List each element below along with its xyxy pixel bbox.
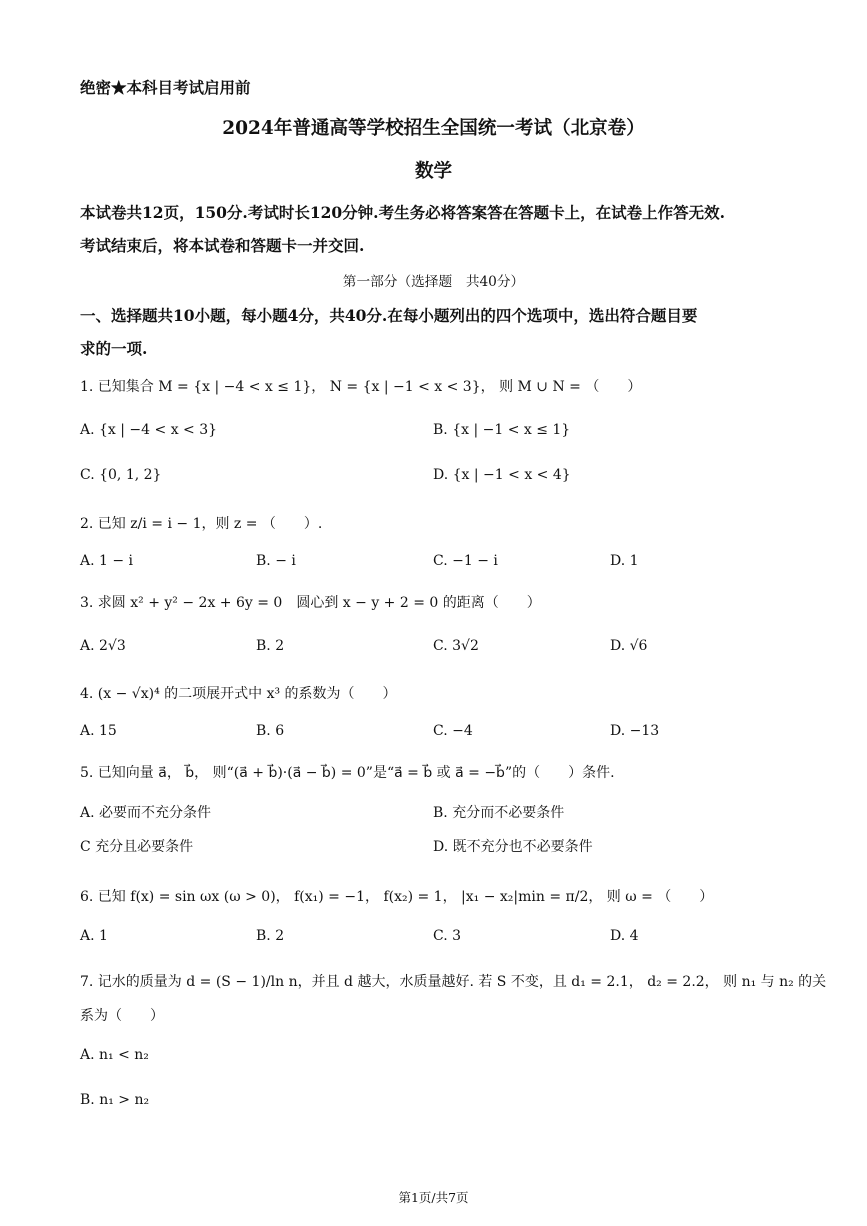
- instructions-line-1: 本试卷共12页，150分.考试时长120分钟.考生务必将答案答在答题卡上，在试卷上作答无效.: [80, 203, 725, 222]
- part1-heading: 第一部分（选择题 共40分）: [342, 274, 525, 290]
- question-5-option-b: B. 充分而不必要条件: [433, 805, 565, 821]
- question-1-option-b: B. {x | −1 < x ≤ 1}: [433, 422, 571, 438]
- question-4-stem: 4. (x − √x)⁴ 的二项展开式中 x³ 的系数为（ ）: [80, 686, 397, 702]
- question-3-option-a: A. 2√3: [80, 638, 126, 654]
- instructions-line-2: 考试结束后，将本试卷和答题卡一并交回.: [80, 236, 365, 255]
- question-2-option-c: C. −1 − i: [433, 553, 498, 569]
- exam-title: 2024年普通高等学校招生全国统一考试（北京卷）: [222, 118, 645, 139]
- question-5-option-c: C 充分且必要条件: [80, 839, 194, 855]
- question-3-stem: 3. 求圆 x² + y² − 2x + 6y = 0 圆心到 x − y + 2 = 0 的距离（ ）: [80, 595, 541, 611]
- question-2-option-d: D. 1: [610, 553, 639, 569]
- question-5-option-a: A. 必要而不充分条件: [80, 805, 212, 821]
- question-4-option-c: C. −4: [433, 723, 473, 739]
- question-2-option-b: B. − i: [256, 553, 296, 569]
- section-intro-2: 求的一项.: [80, 339, 148, 358]
- question-1-stem: 1. 已知集合 M = {x | −4 < x ≤ 1}， N = {x | −1 < x < 3}， 则 M ∪ N = （ ）: [80, 379, 642, 395]
- question-4-option-a: A. 15: [80, 723, 117, 739]
- question-7-option-a: A. n₁ < n₂: [80, 1047, 149, 1063]
- question-1-option-a: A. {x | −4 < x < 3}: [80, 422, 218, 438]
- question-3-option-b: B. 2: [256, 638, 285, 654]
- question-6-option-d: D. 4: [610, 928, 639, 944]
- question-4-option-b: B. 6: [256, 723, 285, 739]
- question-1-option-d: D. {x | −1 < x < 4}: [433, 467, 571, 483]
- section-intro-1: 一、选择题共10小题，每小题4分，共40分.在每小题列出的四个选项中，选出符合题目要: [80, 306, 698, 325]
- question-7-stem-line-2: 系为（ ）: [80, 1008, 164, 1024]
- question-2-option-a: A. 1 − i: [80, 553, 134, 569]
- question-5-stem: 5. 已知向量 a⃗， b⃗， 则“(a⃗ + b⃗)·(a⃗ − b⃗) = 0”是“a⃗ = b⃗ 或 a⃗ = −b⃗”的（ ）条件.: [80, 765, 615, 781]
- question-6-option-a: A. 1: [80, 928, 108, 944]
- question-4-option-d: D. −13: [610, 723, 660, 739]
- question-5-option-d: D. 既不充分也不必要条件: [433, 839, 593, 855]
- question-1-option-c: C. {0, 1, 2}: [80, 467, 162, 483]
- question-3-option-c: C. 3√2: [433, 638, 479, 654]
- subject-title: 数学: [414, 161, 453, 182]
- question-6-option-c: C. 3: [433, 928, 462, 944]
- question-2-stem: 2. 已知 z/i = i − 1，则 z = （ ）.: [80, 516, 323, 532]
- secret-label: 绝密★本科目考试启用前: [80, 78, 251, 97]
- page-number-footer: 第1页/共7页: [398, 1190, 469, 1205]
- question-7-stem-line-1: 7. 记水的质量为 d = (S − 1)/ln n，并且 d 越大，水质量越好. 若 S 不变，且 d₁ = 2.1， d₂ = 2.2， 则 n₁ 与 n₂ 的关: [80, 974, 827, 990]
- question-3-option-d: D. √6: [610, 638, 648, 654]
- question-6-option-b: B. 2: [256, 928, 285, 944]
- question-7-option-b: B. n₁ > n₂: [80, 1092, 150, 1108]
- question-6-stem: 6. 已知 f(x) = sin ωx (ω > 0)， f(x₁) = −1， f(x₂) = 1， |x₁ − x₂|min = π/2， 则 ω = （ ）: [80, 889, 714, 905]
